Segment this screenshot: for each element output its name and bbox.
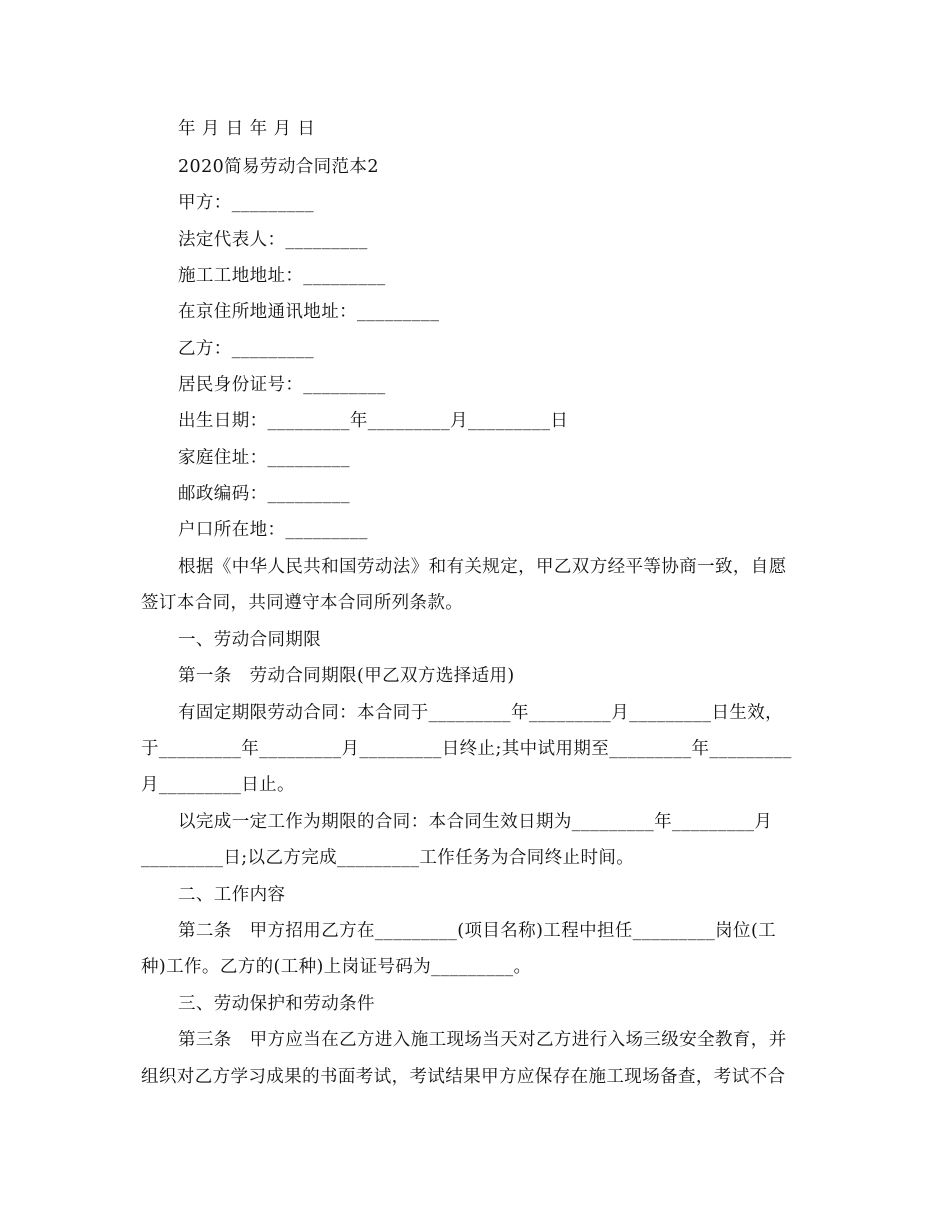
id-number-field: 居民身份证号：_________ — [178, 375, 386, 395]
postal-code-field: 邮政编码：_________ — [178, 484, 350, 504]
fixed-term-line-3: 月_________日止。 — [141, 775, 295, 795]
home-address-field: 家庭住址：_________ — [178, 448, 350, 468]
party-a-field: 甲方：_________ — [178, 193, 315, 213]
household-registration-field: 户口所在地：_________ — [178, 520, 368, 540]
article-2-line-2: 种)工作。乙方的(工种)上岗证号码为_________。 — [141, 957, 532, 977]
task-term-line-1: 以完成一定工作为期限的合同：本合同生效日期为_________年_________月 — [178, 812, 773, 832]
party-b-field: 乙方：_________ — [178, 339, 315, 359]
date-line: 年 月 日 年 月 日 — [178, 119, 316, 139]
preamble-line-1: 根据《中华人民共和国劳动法》和有关规定，甲乙双方经平等协商一致，自愿 — [178, 557, 787, 577]
section-heading-1: 一、劳动合同期限 — [178, 630, 322, 650]
preamble-line-2: 签订本合同，共同遵守本合同所列条款。 — [141, 593, 464, 613]
article-2-line-1: 第二条 甲方招用乙方在_________(项目名称)工程中担任_________岗位(工 — [178, 921, 777, 941]
section-heading-3: 三、劳动保护和劳动条件 — [178, 994, 375, 1014]
document-title: 2020简易劳动合同范本2 — [178, 157, 379, 177]
legal-representative-field: 法定代表人：_________ — [178, 230, 368, 250]
birth-date-field: 出生日期：_________年_________月_________日 — [178, 411, 569, 431]
fixed-term-line-2: 于_________年_________月_________日终止;其中试用期至_________年_________ — [141, 739, 792, 759]
section-heading-2: 二、工作内容 — [178, 885, 286, 905]
task-term-line-2: _________日;以乙方完成_________工作任务为合同终止时间。 — [141, 848, 635, 868]
article-1-title: 第一条 劳动合同期限(甲乙双方选择适用) — [178, 666, 515, 686]
fixed-term-line-1: 有固定期限劳动合同：本合同于_________年_________月_________日生效， — [178, 703, 784, 723]
site-address-field: 施工工地地址：_________ — [178, 266, 386, 286]
article-3-line-2: 组织对乙方学习成果的书面考试，考试结果甲方应保存在施工现场备查，考试不合 — [141, 1067, 786, 1087]
article-3-line-1: 第三条 甲方应当在乙方进入施工现场当天对乙方进行入场三级安全教育，并 — [178, 1030, 787, 1050]
beijing-address-field: 在京住所地通讯地址：_________ — [178, 302, 440, 322]
